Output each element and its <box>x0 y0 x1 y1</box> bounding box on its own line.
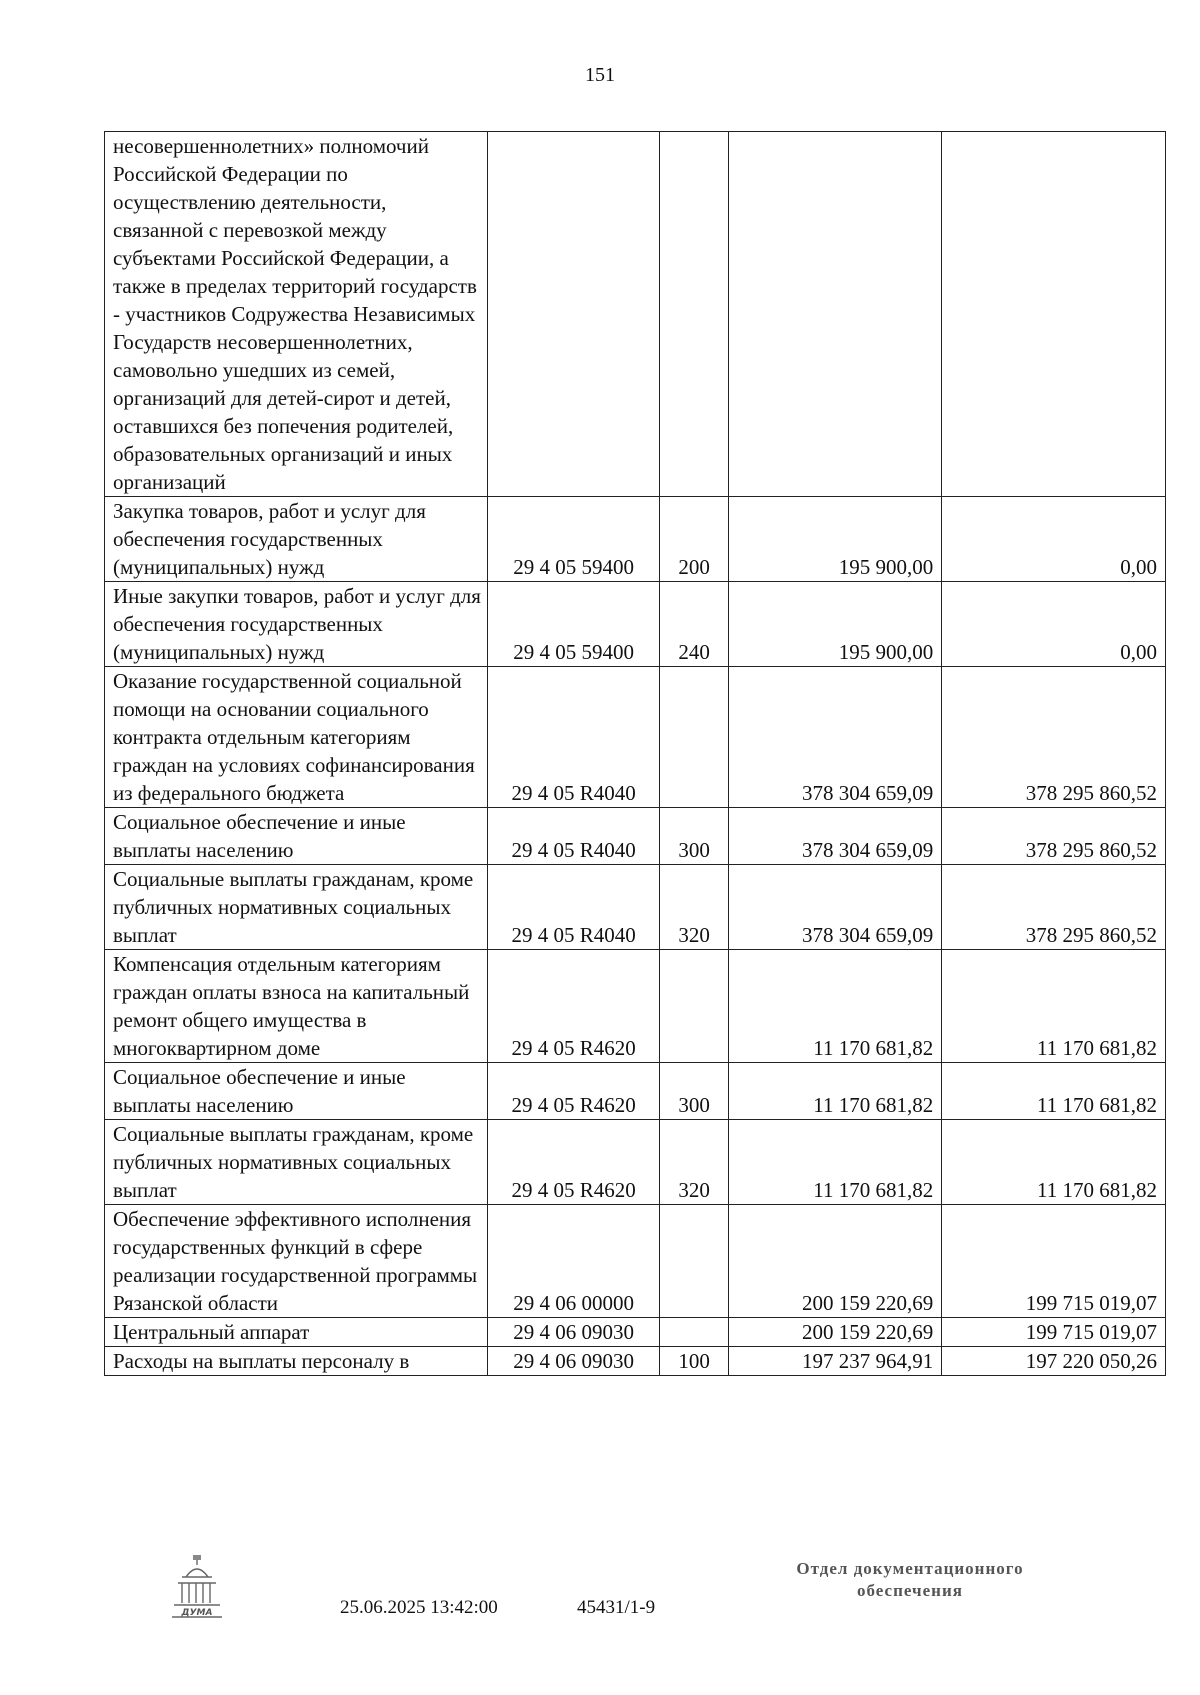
row-description: Оказание государственной социальной помощи на основании социального контракта отдельным категориям граждан на условиях софинансирования из федерального бюджета <box>105 667 488 808</box>
table-row <box>105 1063 1166 1120</box>
table-row <box>105 497 1166 582</box>
expense-type-code <box>659 1318 729 1347</box>
target-article-code: 29 4 06 09030 <box>488 1347 660 1376</box>
expense-type-code <box>659 132 729 497</box>
amount-col-2: 199 715 019,07 <box>942 1318 1166 1347</box>
expense-type-code: 320 <box>659 1120 729 1205</box>
row-description: Социальное обеспечение и иные выплаты населению <box>105 1063 488 1120</box>
amount-col-2: 197 220 050,26 <box>942 1347 1166 1376</box>
stamp-line-1: Отдел документационного <box>796 1559 1024 1578</box>
row-description: Обеспечение эффективного исполнения государственных функций в сфере реализации государственной программы Рязанской области <box>105 1205 488 1318</box>
row-description: Расходы на выплаты персоналу в <box>105 1347 488 1376</box>
expense-type-code: 300 <box>659 808 729 865</box>
document-date: 25.06.2025 13:42:00 <box>340 1597 498 1618</box>
table-row <box>105 667 1166 808</box>
amount-col-2: 0,00 <box>942 497 1166 582</box>
target-article-code: 29 4 05 R4040 <box>488 667 660 808</box>
amount-col-2: 378 295 860,52 <box>942 865 1166 950</box>
department-stamp <box>750 1558 1070 1602</box>
target-article-code: 29 4 05 R4040 <box>488 865 660 950</box>
amount-col-1: 378 304 659,09 <box>729 808 942 865</box>
expense-type-code: 200 <box>659 497 729 582</box>
target-article-code: 29 4 06 00000 <box>488 1205 660 1318</box>
target-article-code: 29 4 05 R4620 <box>488 1063 660 1120</box>
amount-col-2: 11 170 681,82 <box>942 950 1166 1063</box>
target-article-code: 29 4 05 R4040 <box>488 808 660 865</box>
expense-type-code: 300 <box>659 1063 729 1120</box>
target-article-code: 29 4 05 R4620 <box>488 950 660 1063</box>
amount-col-2: 11 170 681,82 <box>942 1063 1166 1120</box>
target-article-code: 29 4 06 09030 <box>488 1318 660 1347</box>
target-article-code: 29 4 05 59400 <box>488 497 660 582</box>
duma-emblem-icon <box>168 1553 226 1621</box>
amount-col-1: 200 159 220,69 <box>729 1318 942 1347</box>
amount-col-1: 11 170 681,82 <box>729 1120 942 1205</box>
amount-col-1: 378 304 659,09 <box>729 865 942 950</box>
row-description: Иные закупки товаров, работ и услуг для обеспечения государственных (муниципальных) нужд <box>105 582 488 667</box>
amount-col-1: 195 900,00 <box>729 497 942 582</box>
table-row <box>105 1120 1166 1205</box>
amount-col-2: 199 715 019,07 <box>942 1205 1166 1318</box>
row-description: Социальные выплаты гражданам, кроме публичных нормативных социальных выплат <box>105 1120 488 1205</box>
table-row <box>105 865 1166 950</box>
target-article-code <box>488 132 660 497</box>
amount-col-1 <box>729 132 942 497</box>
amount-col-2: 378 295 860,52 <box>942 808 1166 865</box>
table-row <box>105 1205 1166 1318</box>
expense-type-code: 100 <box>659 1347 729 1376</box>
expense-type-code <box>659 667 729 808</box>
registration-number: 45431/1-9 <box>577 1597 656 1618</box>
expense-type-code: 240 <box>659 582 729 667</box>
amount-col-2 <box>942 132 1166 497</box>
amount-col-1: 11 170 681,82 <box>729 950 942 1063</box>
row-description: Компенсация отдельным категориям граждан оплаты взноса на капитальный ремонт общего имущества в многоквартирном доме <box>105 950 488 1063</box>
amount-col-2: 0,00 <box>942 582 1166 667</box>
table-row <box>105 1318 1166 1347</box>
row-description: Закупка товаров, работ и услуг для обеспечения государственных (муниципальных) нужд <box>105 497 488 582</box>
amount-col-1: 200 159 220,69 <box>729 1205 942 1318</box>
emblem-label: ДУМА <box>181 1608 213 1618</box>
table-row <box>105 132 1166 497</box>
table-row <box>105 1347 1166 1376</box>
amount-col-1: 197 237 964,91 <box>729 1347 942 1376</box>
table-row <box>105 808 1166 865</box>
table-row <box>105 582 1166 667</box>
budget-table <box>104 131 1166 1376</box>
amount-col-1: 11 170 681,82 <box>729 1063 942 1120</box>
amount-col-2: 378 295 860,52 <box>942 667 1166 808</box>
expense-type-code: 320 <box>659 865 729 950</box>
stamp-line-2: обеспечения <box>857 1581 963 1600</box>
row-description: Центральный аппарат <box>105 1318 488 1347</box>
row-description: Социальные выплаты гражданам, кроме публичных нормативных социальных выплат <box>105 865 488 950</box>
row-description: Социальное обеспечение и иные выплаты населению <box>105 808 488 865</box>
amount-col-1: 378 304 659,09 <box>729 667 942 808</box>
target-article-code: 29 4 05 59400 <box>488 582 660 667</box>
amount-col-1: 195 900,00 <box>729 582 942 667</box>
page-number: 151 <box>585 64 615 86</box>
expense-type-code <box>659 1205 729 1318</box>
row-description: несовершеннолетних» полномочий Российской Федерации по осуществлению деятельности, связанной с перевозкой между субъектами Российской Федерации, а также в пределах территорий государств - участников Содружества Независимых Государств несовершеннолетних, самовольно ушедших из семей, организаций для детей-сирот и детей, оставшихся без попечения родителей, образовательных организаций и иных организаций <box>105 132 488 497</box>
amount-col-2: 11 170 681,82 <box>942 1120 1166 1205</box>
expense-type-code <box>659 950 729 1063</box>
table-row <box>105 950 1166 1063</box>
target-article-code: 29 4 05 R4620 <box>488 1120 660 1205</box>
